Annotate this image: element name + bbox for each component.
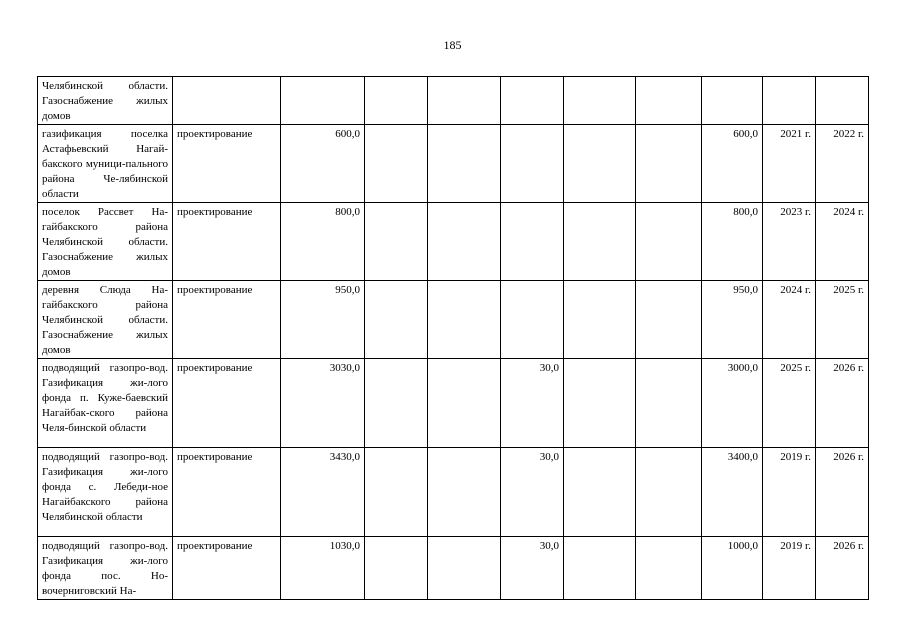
total-cost-cell (281, 77, 365, 125)
amount-cell (365, 125, 428, 203)
total-cost-cell: 3430,0 (281, 448, 365, 537)
amount-cell (636, 203, 702, 281)
start-year-cell: 2023 г. (763, 203, 816, 281)
project-name-cell: подводящий газопро-вод. Газификация жи-лого фонда п. Куже-баевский Нагайбак-ского района Челя-бинской области (38, 359, 173, 448)
amount-cell (428, 448, 501, 537)
amount-cell (365, 77, 428, 125)
page-number: 185 (443, 38, 462, 52)
amount-cell (501, 281, 564, 359)
other-sources-cell: 1000,0 (702, 537, 763, 600)
data-table (37, 76, 869, 600)
stage-cell: проектирование (173, 448, 281, 537)
start-year-cell: 2019 г. (763, 448, 816, 537)
other-sources-cell: 950,0 (702, 281, 763, 359)
stage-cell: проектирование (173, 203, 281, 281)
end-year-cell: 2025 г. (816, 281, 869, 359)
end-year-cell: 2022 г. (816, 125, 869, 203)
amount-cell (636, 125, 702, 203)
amount-cell (428, 125, 501, 203)
amount-cell (636, 448, 702, 537)
amount-cell (564, 537, 636, 600)
start-year-cell: 2021 г. (763, 125, 816, 203)
amount-cell (365, 203, 428, 281)
other-sources-cell: 600,0 (702, 125, 763, 203)
table-row (38, 359, 869, 448)
amount-cell (501, 125, 564, 203)
amount-cell (365, 448, 428, 537)
stage-cell (173, 77, 281, 125)
end-year-cell (816, 77, 869, 125)
start-year-cell: 2019 г. (763, 537, 816, 600)
table-row (38, 281, 869, 359)
stage-cell: проектирование (173, 537, 281, 600)
table-row (38, 537, 869, 600)
stage-cell: проектирование (173, 281, 281, 359)
other-sources-cell: 3400,0 (702, 448, 763, 537)
amount-cell (636, 281, 702, 359)
project-name-cell: подводящий газопро-вод. Газификация жи-лого фонда с. Лебеди-ное Нагайбакского района Челябинской области (38, 448, 173, 537)
amount-cell (428, 77, 501, 125)
table-row (38, 125, 869, 203)
total-cost-cell: 950,0 (281, 281, 365, 359)
amount-cell (564, 203, 636, 281)
amount-cell (428, 359, 501, 448)
stage-cell: проектирование (173, 359, 281, 448)
table-row (38, 448, 869, 537)
total-cost-cell: 600,0 (281, 125, 365, 203)
amount-cell (564, 359, 636, 448)
amount-cell: 30,0 (501, 448, 564, 537)
amount-cell (428, 281, 501, 359)
amount-cell (564, 125, 636, 203)
total-cost-cell: 3030,0 (281, 359, 365, 448)
other-sources-cell (702, 77, 763, 125)
table-row (38, 203, 869, 281)
stage-cell: проектирование (173, 125, 281, 203)
amount-cell (501, 77, 564, 125)
amount-cell (564, 448, 636, 537)
amount-cell (365, 281, 428, 359)
amount-cell (564, 77, 636, 125)
amount-cell (428, 537, 501, 600)
end-year-cell: 2026 г. (816, 537, 869, 600)
amount-cell (365, 537, 428, 600)
amount-cell (636, 537, 702, 600)
total-cost-cell: 1030,0 (281, 537, 365, 600)
amount-cell (428, 203, 501, 281)
project-name-cell: подводящий газопро-вод. Газификация жи-лого фонда пос. Но-вочерниговский На- (38, 537, 173, 600)
table-row (38, 77, 869, 125)
project-name-cell: Челябинской области. Газоснабжение жилых домов (38, 77, 173, 125)
amount-cell: 30,0 (501, 537, 564, 600)
total-cost-cell: 800,0 (281, 203, 365, 281)
amount-cell (636, 359, 702, 448)
end-year-cell: 2024 г. (816, 203, 869, 281)
project-name-cell: поселок Рассвет На-гайбакского района Челябинской области. Газоснабжение жилых домов (38, 203, 173, 281)
project-name-cell: газификация поселка Астафьевский Нагай-бакского муници-пального района Че-лябинской области (38, 125, 173, 203)
end-year-cell: 2026 г. (816, 359, 869, 448)
project-name-cell: деревня Слюда На-гайбакского района Челябинской области. Газоснабжение жилых домов (38, 281, 173, 359)
end-year-cell: 2026 г. (816, 448, 869, 537)
start-year-cell: 2024 г. (763, 281, 816, 359)
amount-cell (636, 77, 702, 125)
amount-cell: 30,0 (501, 359, 564, 448)
amount-cell (365, 359, 428, 448)
other-sources-cell: 3000,0 (702, 359, 763, 448)
amount-cell (501, 203, 564, 281)
start-year-cell (763, 77, 816, 125)
other-sources-cell: 800,0 (702, 203, 763, 281)
start-year-cell: 2025 г. (763, 359, 816, 448)
amount-cell (564, 281, 636, 359)
